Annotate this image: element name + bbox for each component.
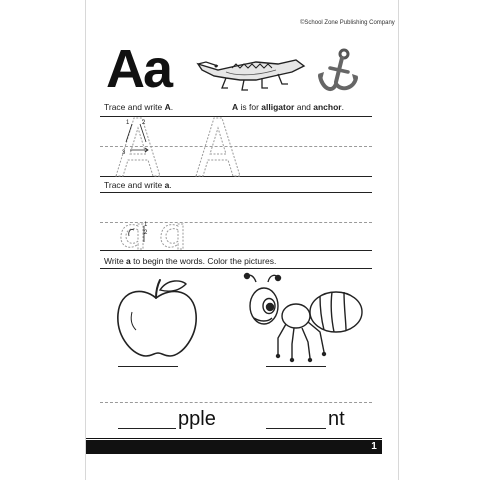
stroke-number: 3 <box>122 150 126 156</box>
blank-for-apple[interactable] <box>118 428 176 429</box>
caption-word-anchor: anchor <box>313 102 342 112</box>
instruction-text: to begin the words. Color the pictures. <box>130 256 277 266</box>
instruction-punct: . <box>170 102 174 112</box>
answer-line-apple <box>118 366 178 367</box>
apple-picture[interactable] <box>112 276 202 360</box>
answer-line-ant <box>266 366 326 367</box>
trace-letter-lower-a[interactable] <box>116 222 196 250</box>
instruction-letter: a <box>164 180 170 190</box>
writing-line-top <box>100 192 372 193</box>
instruction-trace-upper <box>104 102 173 112</box>
caption-a-is-for <box>232 102 344 112</box>
blank-for-ant[interactable] <box>266 428 326 429</box>
writing-line-mid <box>100 402 372 403</box>
footer-bar <box>86 440 382 454</box>
word-ending-apple: pple <box>178 408 216 430</box>
instruction-text: Trace and write <box>104 102 165 112</box>
caption-letter: A <box>232 102 239 112</box>
stroke-number: 1 <box>126 120 130 126</box>
instruction-text: Write <box>104 256 127 266</box>
letter-heading: Aa <box>106 39 172 99</box>
instruction-write-words <box>104 256 276 266</box>
writing-line-base <box>100 250 372 251</box>
ant-picture[interactable] <box>238 272 366 364</box>
instruction-trace-lower <box>104 180 172 190</box>
instruction-punct: . <box>169 180 172 190</box>
trace-letter-upper-a[interactable] <box>110 116 250 176</box>
instruction-letter: a <box>126 256 131 266</box>
stroke-number: 2 <box>144 230 148 236</box>
anchor-picture <box>316 48 360 96</box>
footer-rule <box>86 438 382 439</box>
stroke-number: 1 <box>144 222 148 228</box>
copyright-notice: ©School Zone Publishing Company <box>300 20 395 26</box>
word-ending-ant: nt <box>328 408 345 430</box>
caption-punct: . <box>341 102 344 112</box>
instruction-letter: A <box>164 102 171 112</box>
stroke-number: 2 <box>142 120 146 126</box>
page-number: 1 <box>371 441 377 452</box>
caption-text: is for <box>238 102 262 112</box>
instruction-text: Trace and write <box>104 180 165 190</box>
caption-text-and: and <box>294 102 314 112</box>
caption-word-alligator: alligator <box>261 102 295 112</box>
section-divider <box>100 268 372 269</box>
alligator-picture <box>196 52 306 94</box>
